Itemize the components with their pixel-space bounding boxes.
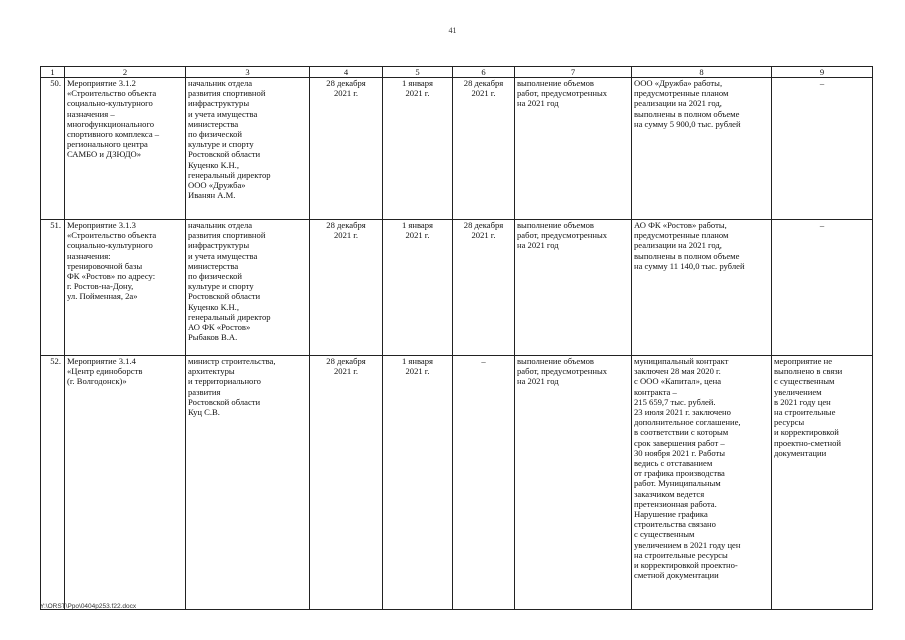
result-planned-cell: выполнение объемов работ, предусмотренных на 2021 год [515, 220, 632, 356]
start-date-cell: 1 января 2021 г. [383, 78, 453, 220]
header-cell-7: 7 [515, 67, 632, 78]
page-number: 41 [448, 26, 457, 35]
result-actual-cell: муниципальный контракт заключен 28 мая 2020 г. с ООО «Капитал», цена контракта – 215 659,7 тыс. рублей. 23 июля 2021 г. заключено дополнительное соглашение, в соответствии с которым срок завершения работ – 30 ноября 2021 г. Работы ведись с отставанием от графика производства работ. Муниципальным заказчиком ведется претензионная работа. Нарушение графика строительства связано с существенным увеличением в 2021 году цен на строительные ресурсы и корректировкой проектно- сметной документации [632, 356, 772, 610]
end-date-cell: 28 декабря 2021 г. [453, 220, 515, 356]
result-actual-cell: АО ФК «Ростов» работы, предусмотренные планом реализации на 2021 год, выполнены в полном объеме на сумму 11 140,0 тыс. рублей [632, 220, 772, 356]
table-row [41, 220, 873, 356]
header-cell-2: 2 [65, 67, 186, 78]
header-cell-6: 6 [453, 67, 515, 78]
start-date-cell: 1 января 2021 г. [383, 220, 453, 356]
event-cell: Мероприятие 3.1.4 «Центр единоборств (г. Волгодонск)» [65, 356, 186, 610]
responsible-cell: министр строительства, архитектуры и территориального развития Ростовской области Куц С.В. [186, 356, 310, 610]
result-planned-cell: выполнение объемов работ, предусмотренных на 2021 год [515, 356, 632, 610]
reasons-cell: – [772, 78, 873, 220]
planned-date-cell: 28 декабря 2021 г. [310, 78, 383, 220]
row-number: 50. [41, 78, 65, 220]
header-cell-1: 1 [41, 67, 65, 78]
report-table [40, 66, 873, 610]
end-date-cell: 28 декабря 2021 г. [453, 78, 515, 220]
header-cell-4: 4 [310, 67, 383, 78]
reasons-cell: мероприятие не выполнено в связи с существенным увеличением в 2021 году цен на строительные ресурсы и корректировкой проектно-сметной документации [772, 356, 873, 610]
header-row [41, 67, 873, 78]
result-actual-cell: ООО «Дружба» работы, предусмотренные планом реализации на 2021 год, выполнены в полном объеме на сумму 5 900,0 тыс. рублей [632, 78, 772, 220]
header-cell-8: 8 [632, 67, 772, 78]
responsible-cell: начальник отдела развития спортивной инфраструктуры и учета имущества министерства по физической культуре и спорту Ростовской области Куценко К.Н., генеральный директор ООО «Дружба» Иванян А.М. [186, 78, 310, 220]
planned-date-cell: 28 декабря 2021 г. [310, 356, 383, 610]
result-planned-cell: выполнение объемов работ, предусмотренных на 2021 год [515, 78, 632, 220]
table-row [41, 78, 873, 220]
reasons-cell: – [772, 220, 873, 356]
header-cell-5: 5 [383, 67, 453, 78]
header-cell-3: 3 [186, 67, 310, 78]
file-path-footer: Y:\ORST\Ppo\0404p253.f22.docx [40, 603, 137, 610]
event-cell: Мероприятие 3.1.2 «Строительство объекта социально-культурного назначения – многофункционального спортивного комплекса – регионального центра САМБО и ДЗЮДО» [65, 78, 186, 220]
table-row [41, 356, 873, 610]
row-number: 51. [41, 220, 65, 356]
responsible-cell: начальник отдела развития спортивной инфраструктуры и учета имущества министерства по физической культуре и спорту Ростовской области Куценко К.Н., генеральный директор АО ФК «Ростов» Рыбаков В.А. [186, 220, 310, 356]
event-cell: Мероприятие 3.1.3 «Строительство объекта социально-культурного назначения: тренировочной базы ФК «Ростов» по адресу: г. Ростов-на-Дону, ул. Пойменная, 2а» [65, 220, 186, 356]
planned-date-cell: 28 декабря 2021 г. [310, 220, 383, 356]
end-date-cell: – [453, 356, 515, 610]
start-date-cell: 1 января 2021 г. [383, 356, 453, 610]
row-number: 52. [41, 356, 65, 610]
header-cell-9: 9 [772, 67, 873, 78]
